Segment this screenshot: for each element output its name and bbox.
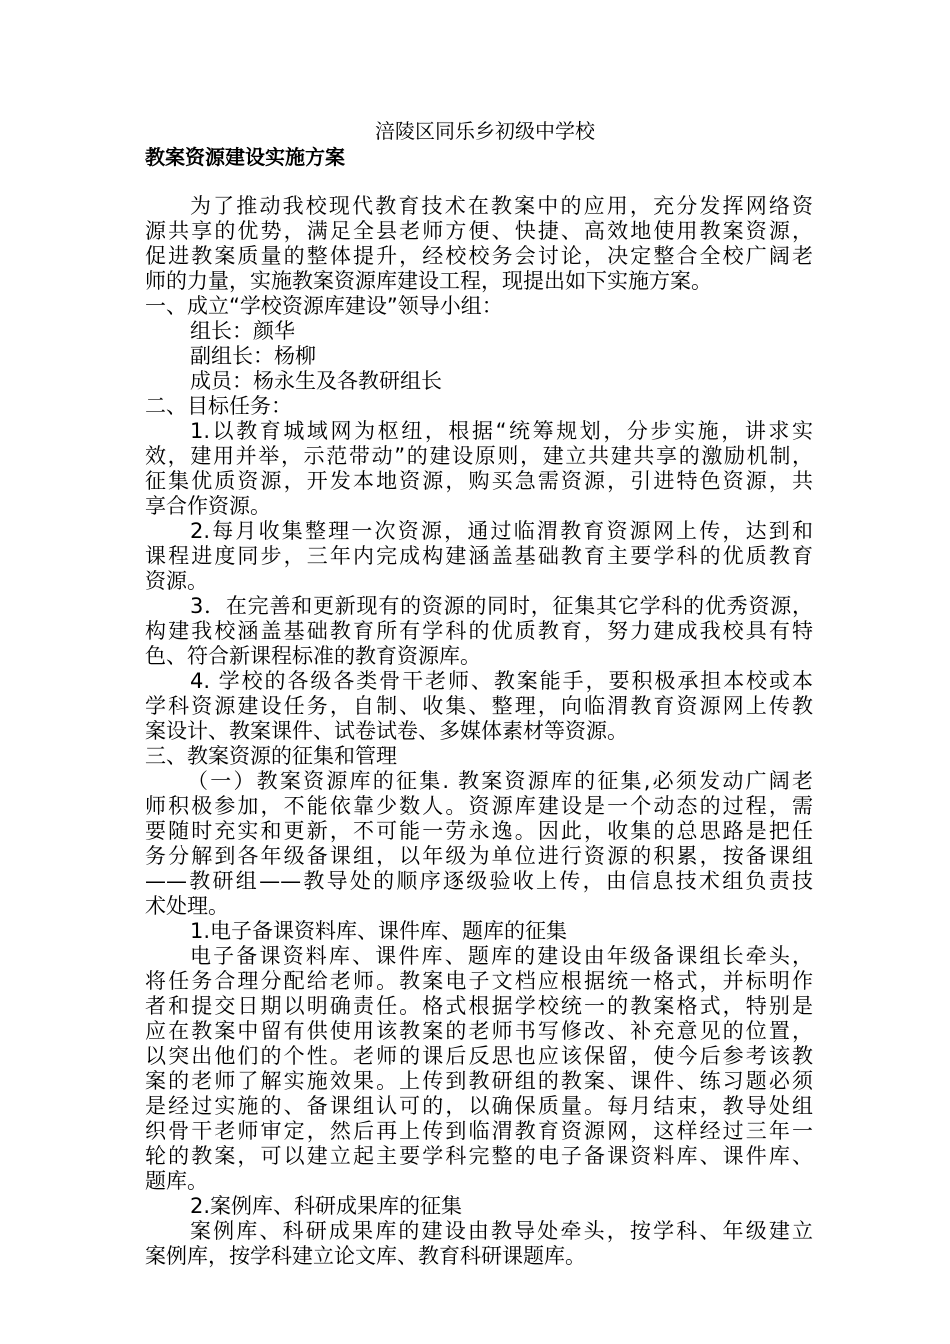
paragraph-line: 是经过实施的、备课组认可的，以确保质量。每月结束，教导处组 (145, 1094, 813, 1118)
document-title: 涪陵区同乐乡初级中学校 (375, 119, 595, 143)
paragraph-line: 4. 学校的各级各类骨干老师、教案能手，要积极承担本校或本 (190, 669, 813, 693)
paragraph-line: 案设计、教案课件、试卷试卷、多媒体素材等资源。 (145, 719, 628, 743)
paragraph-line: 资源。 (145, 569, 208, 593)
subsection-heading: 2.案例库、科研成果库的征集 (190, 1194, 463, 1218)
document-subtitle: 教案资源建设实施方案 (145, 145, 345, 169)
paragraph-line: （一）教案资源库的征集. 教案资源库的征集,必须发动广阔老 (187, 769, 813, 793)
section-heading: 二、目标任务： (145, 394, 292, 418)
paragraph-line: 案例库、科研成果库的建设由教导处牵头，按学科、年级建立 (190, 1219, 813, 1243)
paragraph-line: 应在教案中留有供使用该教案的老师书写修改、补充意见的位置， (145, 1019, 813, 1043)
paragraph-line: 题库。 (145, 1169, 208, 1193)
paragraph-line: 要随时充实和更新，不可能一劳永逸。因此，收集的总思路是把任 (145, 819, 813, 843)
paragraph-line: 课程进度同步，三年内完成构建涵盖基础教育主要学科的优质教育 (145, 544, 813, 568)
paragraph-line: 术处理。 (145, 894, 229, 918)
paragraph-line: 色、符合新课程标准的教育资源库。 (145, 644, 481, 668)
paragraph-line: ——教研组——教导处的顺序逐级验收上传，由信息技术组负责技 (145, 869, 813, 893)
paragraph-line: 副组长：杨柳 (190, 344, 316, 368)
document-body (145, 194, 813, 1269)
paragraph-line: 组长：颜华 (190, 319, 295, 343)
paragraph-line: 征集优质资源，开发本地资源，购买急需资源，引进特色资源，共 (145, 469, 813, 493)
paragraph-line: 师的力量，实施教案资源库建设工程，现提出如下实施方案。 (145, 269, 712, 293)
paragraph-line: 源共享的优势，满足全县老师方便、快捷、高效地使用教案资源， (145, 219, 813, 243)
paragraph-line: 案的老师了解实施效果。上传到教研组的教案、课件、练习题必须 (145, 1069, 813, 1093)
paragraph-line: 务分解到各年级备课组，以年级为单位进行资源的积累，按备课组 (145, 844, 813, 868)
paragraph-line: 案例库，按学科建立论文库、教育科研课题库。 (145, 1244, 586, 1268)
document-page (145, 118, 813, 1269)
paragraph-line: 效，建用并举，示范带动”的建设原则，建立共建共享的激励机制， (145, 444, 813, 468)
paragraph-line: 构建我校涵盖基础教育所有学科的优质教育，努力建成我校具有特 (145, 619, 813, 643)
paragraph-line: 者和提交日期以明确责任。格式根据学校统一的教案格式，特别是 (145, 994, 813, 1018)
subsection-heading: 1.电子备课资料库、课件库、题库的征集 (190, 919, 568, 943)
paragraph-line: 2.每月收集整理一次资源，通过临渭教育资源网上传，达到和 (190, 519, 813, 543)
paragraph-line: 成员：杨永生及各教研组长 (190, 369, 442, 393)
paragraph-line: 电子备课资料库、课件库、题库的建设由年级备课组长牵头， (190, 944, 813, 968)
paragraph-line: 轮的教案，可以建立起主要学科完整的电子备课资料库、课件库、 (145, 1144, 813, 1168)
paragraph-line: 学科资源建设任务，自制、收集、整理，向临渭教育资源网上传教 (145, 694, 813, 718)
section-heading: 三、教案资源的征集和管理 (145, 744, 397, 768)
paragraph-line: 织骨干老师审定，然后再上传到临渭教育资源网，这样经过三年一 (145, 1119, 813, 1143)
paragraph-line: 以突出他们的个性。老师的课后反思也应该保留，使今后参考该教 (145, 1044, 813, 1068)
paragraph-line: 师积极参加，不能依靠少数人。资源库建设是一个动态的过程，需 (145, 794, 813, 818)
paragraph-line: 为了推动我校现代教育技术在教案中的应用，充分发挥网络资 (190, 194, 813, 218)
section-heading: 一、成立“学校资源库建设”领导小组： (145, 294, 503, 318)
paragraph-line: 1.以教育城域网为枢纽，根据“统筹规划，分步实施，讲求实 (190, 419, 813, 443)
paragraph-line: 享合作资源。 (145, 494, 271, 518)
paragraph-line: 促进教案质量的整体提升，经校校务会讨论，决定整合全校广阔老 (145, 244, 813, 268)
paragraph-line: 3．在完善和更新现有的资源的同时，征集其它学科的优秀资源， (190, 594, 813, 618)
paragraph-line: 将任务合理分配给老师。教案电子文档应根据统一格式，并标明作 (145, 969, 813, 993)
